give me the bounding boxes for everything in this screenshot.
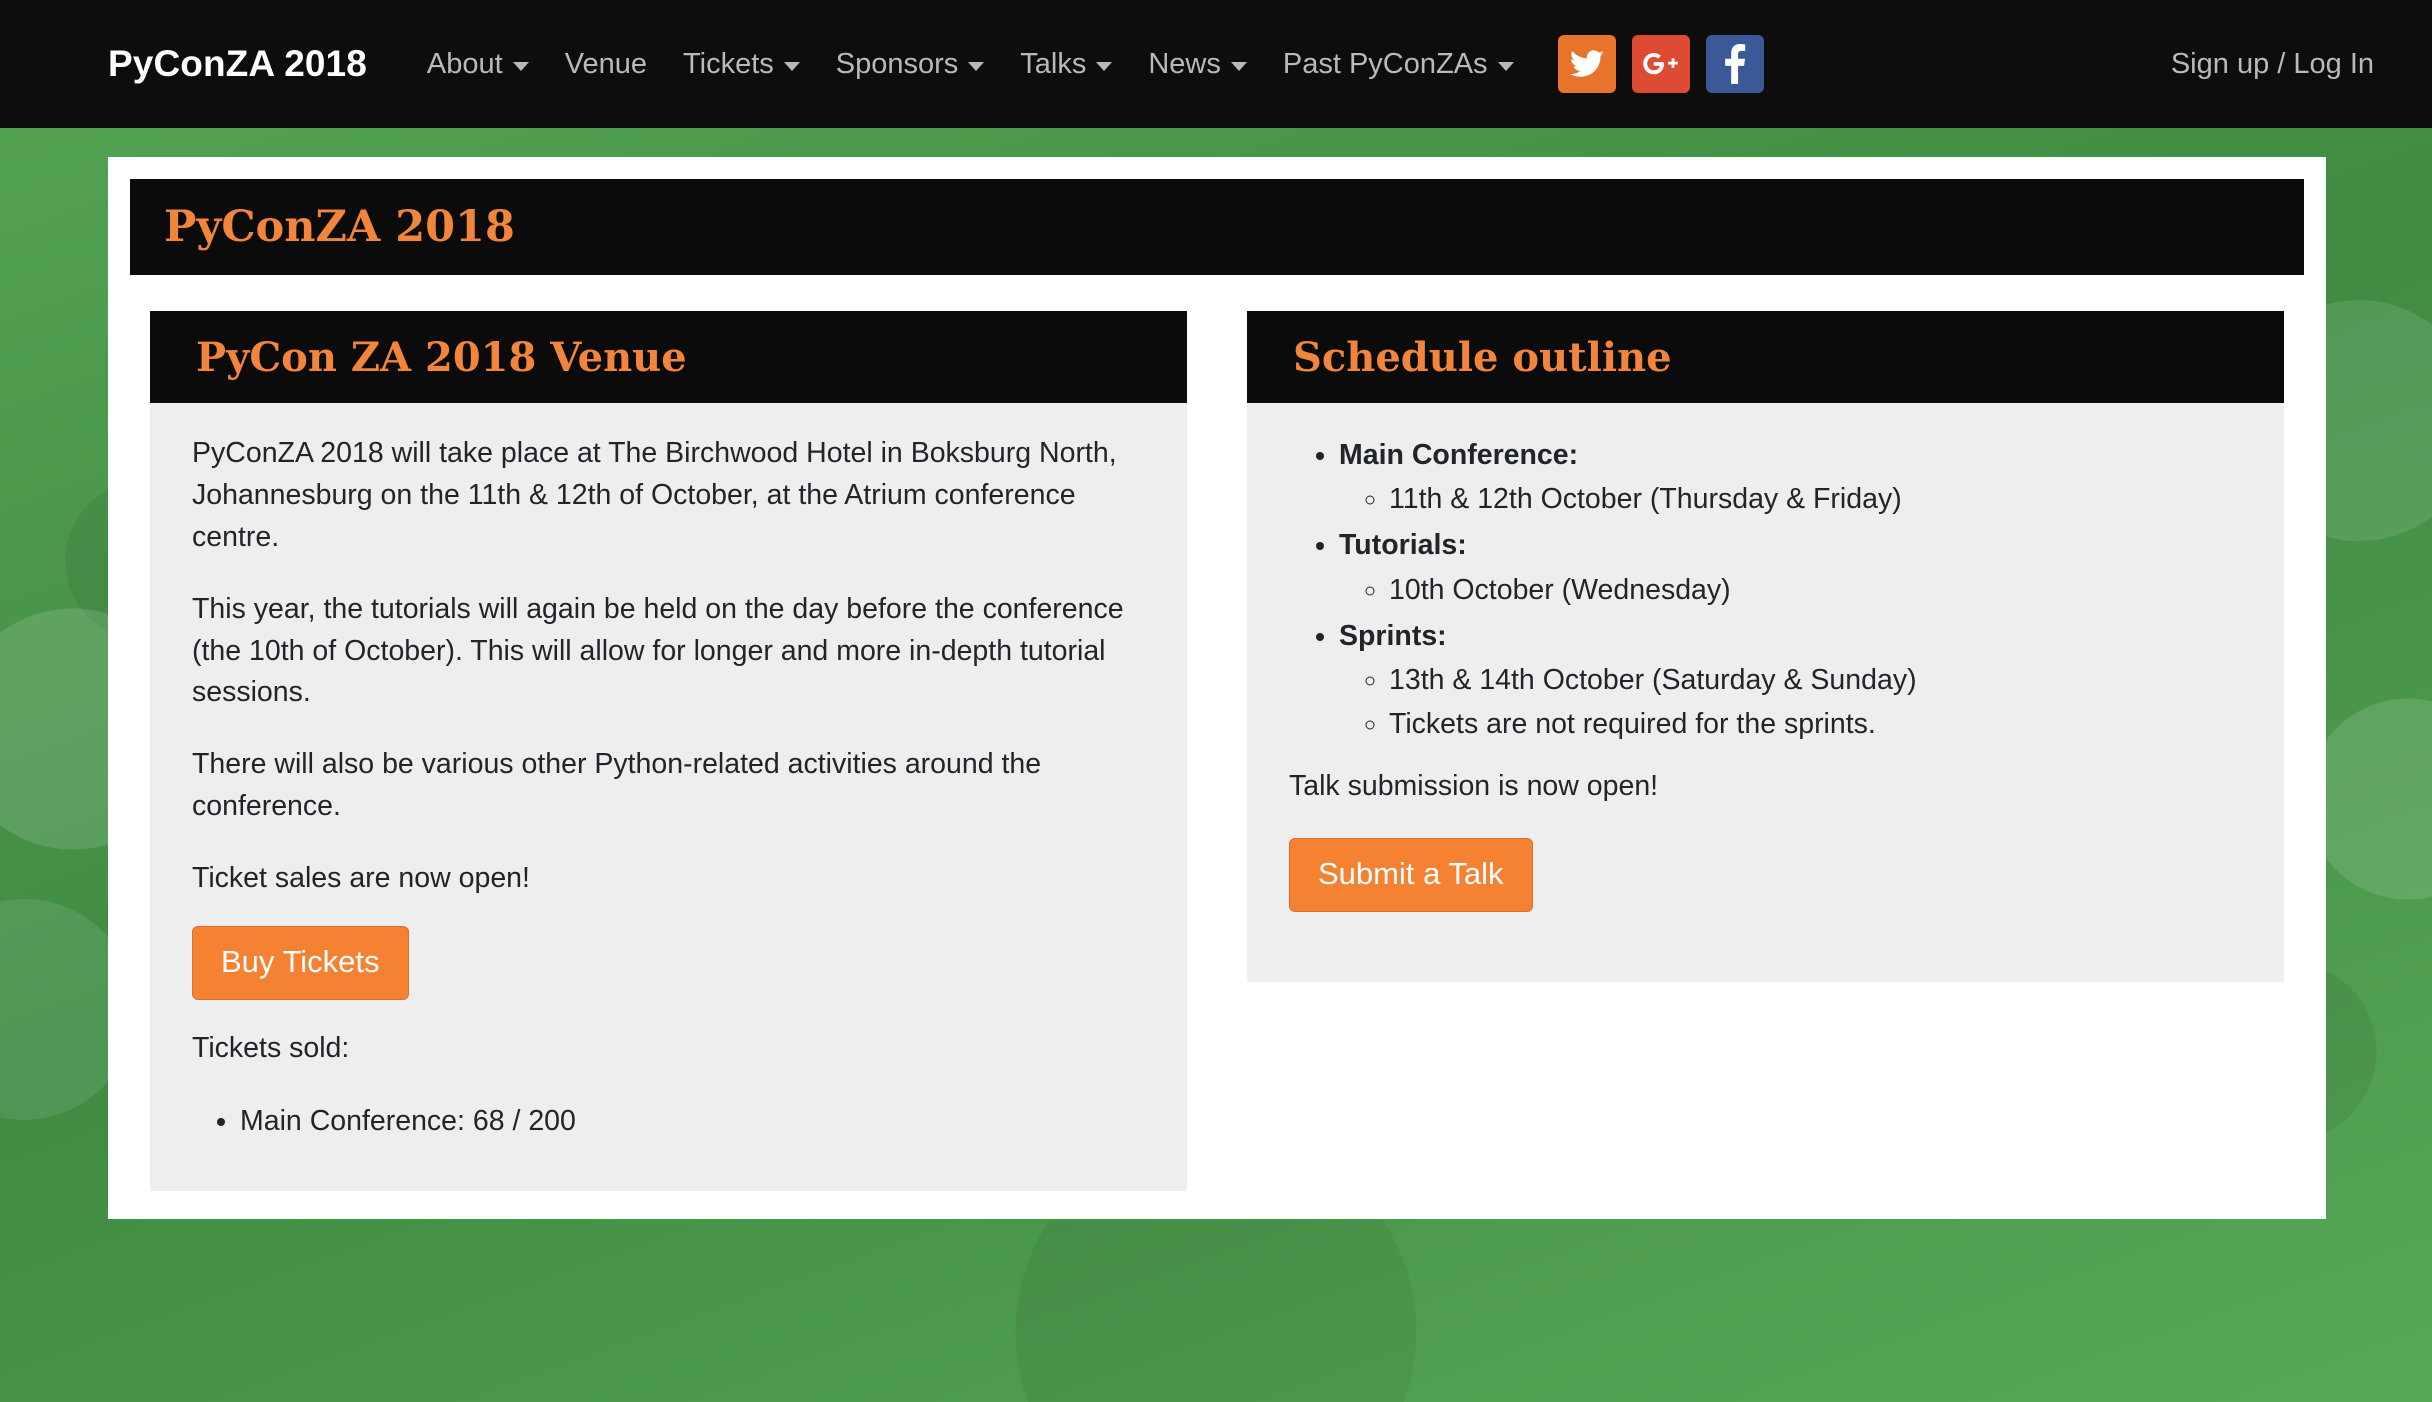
facebook-icon[interactable] xyxy=(1706,35,1764,93)
venue-column xyxy=(150,311,1187,1191)
top-navbar xyxy=(0,0,2432,128)
site-brand[interactable]: PyConZA 2018 xyxy=(108,43,367,84)
submit-a-talk-button[interactable]: Submit a Talk xyxy=(1289,838,1533,912)
chevron-down-icon xyxy=(513,62,529,71)
venue-panel-title: PyCon ZA 2018 Venue xyxy=(196,333,687,381)
venue-panel-header xyxy=(150,311,1187,403)
list-item xyxy=(1339,614,2242,747)
social-links xyxy=(1558,35,1764,93)
chevron-down-icon xyxy=(1231,62,1247,71)
nav-item-about[interactable] xyxy=(409,40,547,89)
nav-item-label: Venue xyxy=(564,47,647,80)
schedule-sublist xyxy=(1339,568,2242,612)
schedule-panel-body xyxy=(1247,403,2284,982)
schedule-column xyxy=(1247,311,2284,1191)
venue-paragraph-1: PyConZA 2018 will take place at The Birchwood Hotel in Boksburg North, Johannesburg on the 11th & 12th of October, at the Atrium conference centre. xyxy=(192,437,1117,553)
buy-tickets-button[interactable]: Buy Tickets xyxy=(192,926,409,1000)
list-item xyxy=(1339,523,2242,611)
schedule-sublist xyxy=(1339,658,2242,746)
nav-item-label: Past PyConZAs xyxy=(1282,47,1488,80)
schedule-group-label: Main Conference: xyxy=(1339,439,1579,471)
venue-panel-body xyxy=(150,403,1187,1191)
venue-paragraph-2: This year, the tutorials will again be held on the day before the conference (the 10th of October). This will allow for longer and more in-depth tutorial sessions. xyxy=(192,592,1124,709)
page-title: PyConZA 2018 xyxy=(164,202,515,252)
tickets-sold-label: Tickets sold: xyxy=(192,1032,350,1065)
list-item: • Main Conference: 68 / 200 xyxy=(240,1100,1145,1143)
chevron-down-icon xyxy=(1096,62,1112,71)
nav-item-past-pyconzas[interactable] xyxy=(1265,40,1532,89)
nav-item-label: News xyxy=(1148,47,1221,80)
chevron-down-icon xyxy=(1498,62,1514,71)
signup-login-link[interactable]: Sign up / Log In xyxy=(2170,47,2374,80)
talk-submission-note: Talk submission is now open! xyxy=(1289,770,1659,803)
twitter-icon[interactable] xyxy=(1558,35,1616,93)
schedule-sublist xyxy=(1339,477,2242,521)
list-item: ◦ 13th & 14th October (Saturday & Sunday) xyxy=(1389,658,2242,702)
nav-item-tickets[interactable] xyxy=(665,40,818,89)
nav-item-sponsors[interactable] xyxy=(818,40,1003,89)
list-item xyxy=(1339,433,2242,521)
schedule-panel-header xyxy=(1247,311,2284,403)
list-item: ◦ 10th October (Wednesday) xyxy=(1389,568,2242,612)
google-plus-icon[interactable] xyxy=(1632,35,1690,93)
nav-item-venue[interactable] xyxy=(547,40,665,89)
nav-item-label: About xyxy=(426,47,503,80)
ticket-sales-open-text: Ticket sales are now open! xyxy=(192,862,530,895)
page-card xyxy=(108,157,2326,1219)
chevron-down-icon xyxy=(784,62,800,71)
venue-paragraph-3: There will also be various other Python-related activities around the conference. xyxy=(192,748,1042,823)
tickets-sold-list xyxy=(192,1100,1145,1143)
chevron-down-icon xyxy=(968,62,984,71)
nav-item-talks[interactable] xyxy=(1002,40,1130,89)
nav-item-label: Sponsors xyxy=(835,47,959,80)
list-item: ◦ Tickets are not required for the sprints. xyxy=(1389,702,2242,746)
list-item: ◦ 11th & 12th October (Thursday & Friday) xyxy=(1389,477,2242,521)
schedule-group-label: Tutorials: xyxy=(1339,529,1467,562)
nav-menu xyxy=(409,35,1764,93)
schedule-panel-title: Schedule outline xyxy=(1293,333,1672,381)
schedule-group-label: Sprints: xyxy=(1339,619,1447,652)
content-columns xyxy=(130,311,2304,1191)
page-title-bar xyxy=(130,179,2304,275)
nav-item-label: Tickets xyxy=(682,47,774,80)
nav-item-news[interactable] xyxy=(1130,40,1265,89)
nav-item-label: Talks xyxy=(1020,47,1087,80)
schedule-list xyxy=(1289,433,2242,746)
